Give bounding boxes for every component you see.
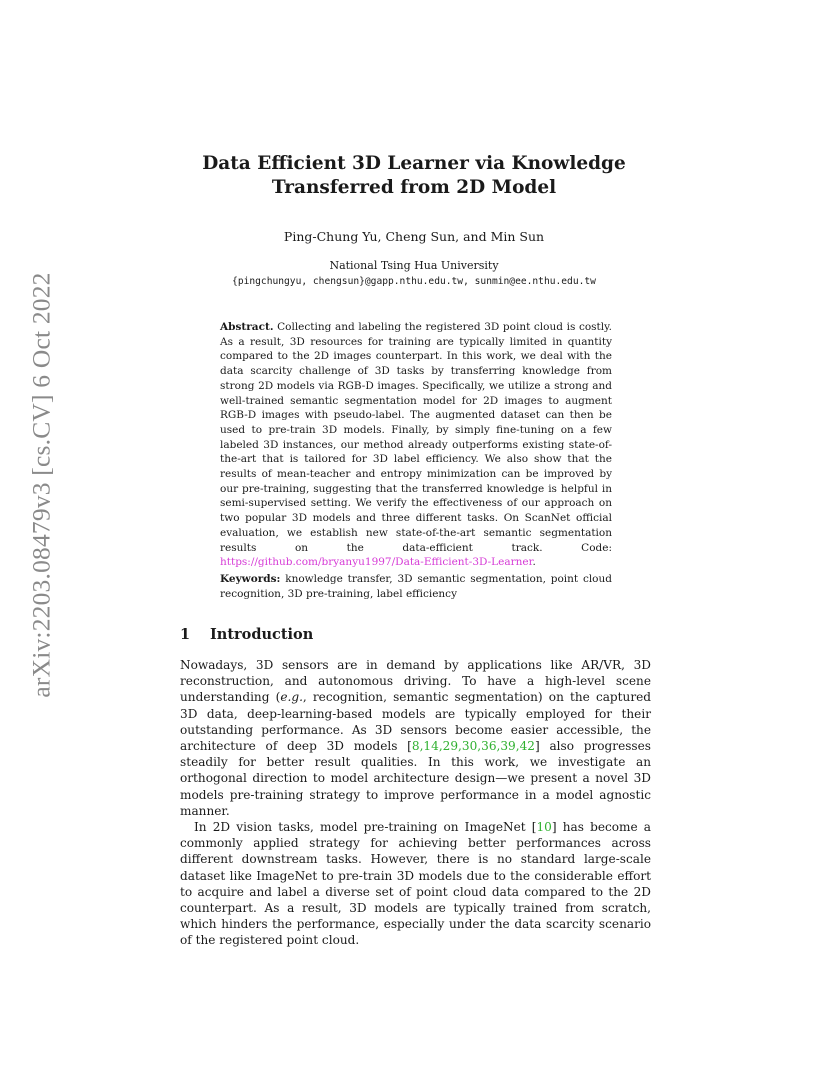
arxiv-stamp — [22, 272, 62, 698]
paper-title — [180, 152, 648, 200]
keywords-text: knowledge transfer, 3D semantic segmentation, point cloud recognition, 3D pre-training, label efficiency — [220, 573, 612, 600]
affiliation: National Tsing Hua University — [329, 259, 499, 272]
p1-text-a: Nowadays, 3D sensors are in demand by applications like AR/VR, 3D reconstruction, and autonomous driving. To have a high-level scene understanding ( — [180, 658, 651, 705]
p1-eg: e.g. — [280, 690, 303, 705]
p2-text-a: In 2D vision tasks, model pre-training on ImageNet [ — [194, 820, 537, 835]
code-suffix: . — [532, 556, 536, 569]
author-emails: {pingchungyu, chengsun}@gapp.nthu.edu.tw, sunmin@ee.nthu.edu.tw — [232, 276, 596, 287]
section-title: Introduction — [210, 626, 314, 643]
citation-link[interactable]: 8,14,29,30,36,39,42 — [411, 739, 535, 754]
intro-paragraph-1 — [180, 657, 651, 819]
p1-text-b: , recognition, semantic segmentation) on the captured 3D data, deep-learning-based models are typically employed for their outstanding performance. As 3D sensors become easier accessible, the architecture of deep 3D models [ — [180, 690, 651, 754]
title-line-2: Transferred from 2D Model — [271, 177, 557, 198]
p1-text-c: ] also progresses steadily for better result qualities. In this work, we investigate an orthogonal direction to model architecture design—we present a novel 3D models pre-training strategy to improve performance in a model agnostic manner. — [180, 739, 652, 818]
abstract-label: Abstract. — [220, 321, 274, 333]
arxiv-id: arXiv:2203.08479v3 [cs.CV] 6 Oct 2022 — [27, 272, 57, 698]
intro-body — [180, 657, 651, 949]
section-heading — [180, 626, 313, 644]
keywords-label: Keywords: — [220, 573, 281, 585]
intro-paragraph-2 — [180, 819, 651, 949]
abstract — [220, 320, 612, 570]
authors: Ping-Chung Yu, Cheng Sun, and Min Sun — [283, 229, 545, 244]
title-line-1: Data Efficient 3D Learner via Knowledge — [202, 153, 626, 174]
code-prefix: Code: — [581, 541, 612, 554]
abstract-text: Collecting and labeling the registered 3D point cloud is costly. As a result, 3D resources for training are typically limited in quantity compared to the 2D images counterpart. In this work, we deal with the data scarcity challenge of 3D tasks by transferring knowledge from strong 2D models via RGB-D images. Specifically, we utilize a strong and well-trained semantic segmentation model for 2D images to augment RGB-D images with pseudo-label. The augmented dataset can then be used to pre-train 3D models. Finally, by simply fine-tuning on a few labeled 3D instances, our method already outperforms existing state-of-the-art that is tailored for 3D label efficiency. We also show that the results of mean-teacher and entropy minimization can be improved by our pre-training, suggesting that the transferred knowledge is helpful in semi-supervised setting. We verify the effectiveness of our approach on two popular 3D models and three different tasks. On ScanNet official evaluation, we establish new state-of-the-art semantic segmentation results on the data-efficient track. — [220, 321, 612, 554]
p2-text-b: ] has become a commonly applied strategy for achieving better performances across different downstream tasks. However, there is no standard large-scale dataset like ImageNet to pre-train 3D models due to the considerable effort to acquire and label a diverse set of point cloud data compared to the 2D counterpart. As a result, 3D models are typically trained from scratch, which hinders the performance, especially under the data scarcity scenario of the registered point cloud. — [180, 820, 651, 948]
code-link[interactable]: https://github.com/bryanyu1997/Data-Efficient-3D-Learner — [220, 556, 533, 569]
keywords — [220, 572, 612, 601]
section-number: 1 — [180, 626, 191, 643]
citation-link[interactable]: 10 — [536, 820, 552, 835]
